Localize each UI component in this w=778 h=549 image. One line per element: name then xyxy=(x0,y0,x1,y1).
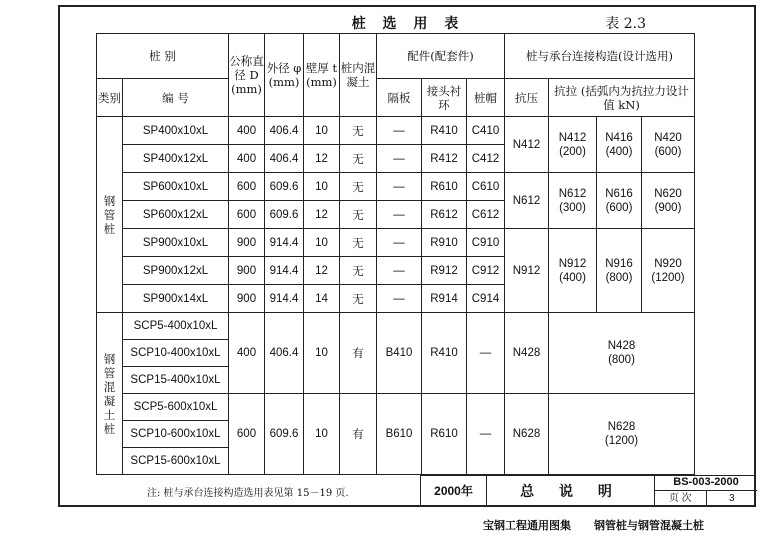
outer-diameter: 914.4 xyxy=(265,285,304,313)
pile-cap: C612 xyxy=(467,201,505,229)
tension-connection-2 xyxy=(597,229,642,313)
title-block-code-area xyxy=(654,475,757,506)
joint-ring: R914 xyxy=(422,285,467,313)
tension-connection-3 xyxy=(642,173,695,229)
compression-connection: N628 xyxy=(505,394,549,475)
nominal-diameter: 600 xyxy=(229,201,265,229)
wall-thickness: 10 xyxy=(304,117,340,145)
joint-ring: R612 xyxy=(422,201,467,229)
header-category: 类别 xyxy=(97,79,123,117)
nominal-diameter: 900 xyxy=(229,257,265,285)
wall-thickness: 10 xyxy=(304,173,340,201)
pile-selection-table xyxy=(96,33,695,475)
title-block-name: 总 说 明 xyxy=(486,475,655,506)
partition: — xyxy=(377,117,422,145)
category-char: 土 xyxy=(103,407,116,422)
pile-cap: C912 xyxy=(467,257,505,285)
wall-thickness: 12 xyxy=(304,201,340,229)
joint-ring: R410 xyxy=(422,117,467,145)
pile-code: SCP5-400x10xL xyxy=(123,313,229,340)
concrete-fill: 无 xyxy=(340,257,377,285)
concrete-fill: 无 xyxy=(340,117,377,145)
connection-code: N428 xyxy=(607,340,636,352)
partition: — xyxy=(377,229,422,257)
category-char: 桩 xyxy=(103,421,116,436)
joint-ring: R610 xyxy=(422,394,467,475)
table-note: 注: 桩与承台连接构造选用表见第 15－19 页. xyxy=(147,488,349,499)
table-row xyxy=(97,173,695,201)
connection-code: N628 xyxy=(607,421,636,433)
connection-value: (1200) xyxy=(604,435,639,447)
connection-code: N916 xyxy=(605,257,633,270)
partition: — xyxy=(377,173,422,201)
partition: — xyxy=(377,285,422,313)
pile-code: SCP5-600x10xL xyxy=(123,394,229,421)
connection-value: (300) xyxy=(559,201,586,214)
pile-code: SP900x12xL xyxy=(123,257,229,285)
table-number: 表 2.3 xyxy=(605,16,646,32)
outer-diameter: 609.6 xyxy=(265,173,304,201)
tension-connection-1 xyxy=(549,173,597,229)
pile-code: SCP10-600x10xL xyxy=(123,421,229,448)
tension-connection-3 xyxy=(642,229,695,313)
nominal-diameter: 600 xyxy=(229,173,265,201)
joint-ring: R610 xyxy=(422,173,467,201)
pile-cap: — xyxy=(467,313,505,394)
category-steel-pile xyxy=(97,117,123,313)
connection-code: N616 xyxy=(605,187,633,200)
joint-ring: R412 xyxy=(422,145,467,173)
table-title: 桩 选 用 表 xyxy=(351,16,465,32)
outer-diameter: 609.6 xyxy=(265,394,304,475)
compression-connection: N612 xyxy=(505,173,549,229)
wall-thickness: 12 xyxy=(304,257,340,285)
header-nominal-diameter: 公称直径 D (mm) xyxy=(229,34,265,117)
nominal-diameter: 900 xyxy=(229,229,265,257)
header-outer-diameter: 外径 φ (mm) xyxy=(265,34,304,117)
footer-subject: 钢管桩与钢管混凝土桩 xyxy=(594,519,704,532)
nominal-diameter: 600 xyxy=(229,394,265,475)
table-row xyxy=(97,117,695,145)
page-number: 3 xyxy=(706,491,758,506)
partition: B610 xyxy=(377,394,422,475)
nominal-diameter: 400 xyxy=(229,145,265,173)
connection-code: N412 xyxy=(558,131,587,144)
connection-value: (200) xyxy=(559,145,586,158)
joint-ring: R410 xyxy=(422,313,467,394)
concrete-fill: 有 xyxy=(340,394,377,475)
pile-cap: C610 xyxy=(467,173,505,201)
category-char: 凝 xyxy=(103,393,116,408)
partition: B410 xyxy=(377,313,422,394)
header-pile-group: 桩 别 xyxy=(97,34,229,79)
header-code: 编 号 xyxy=(123,79,229,117)
header-fittings: 配件(配套件) xyxy=(377,34,505,79)
pile-cap: C914 xyxy=(467,285,505,313)
category-char: 管 xyxy=(103,365,116,380)
tension-connection-2 xyxy=(597,117,642,173)
header-joint-ring: 接头衬环 xyxy=(422,79,467,117)
tension-connection-3 xyxy=(642,117,695,173)
pile-code: SCP15-400x10xL xyxy=(123,367,229,394)
header-pile-cap: 桩帽 xyxy=(467,79,505,117)
pile-code: SCP10-400x10xL xyxy=(123,340,229,367)
category-char: 钢 xyxy=(103,351,116,366)
concrete-fill: 有 xyxy=(340,313,377,394)
pile-cap: — xyxy=(467,394,505,475)
title-block-year: 2000年 xyxy=(420,475,486,506)
category-char: 混 xyxy=(103,379,116,394)
table-title-bar xyxy=(60,10,756,34)
outer-diameter: 406.4 xyxy=(265,313,304,394)
outer-diameter: 914.4 xyxy=(265,257,304,285)
concrete-fill: 无 xyxy=(340,173,377,201)
connection-code: N920 xyxy=(654,257,682,270)
joint-ring: R910 xyxy=(422,229,467,257)
connection-value: (900) xyxy=(654,201,682,214)
wall-thickness: 10 xyxy=(304,313,340,394)
connection-value: (400) xyxy=(559,271,586,284)
pile-code: SP900x14xL xyxy=(123,285,229,313)
pile-code: SP400x10xL xyxy=(123,117,229,145)
outer-diameter: 914.4 xyxy=(265,229,304,257)
header-partition: 隔板 xyxy=(377,79,422,117)
concrete-fill: 无 xyxy=(340,145,377,173)
wall-thickness: 10 xyxy=(304,394,340,475)
tension-connection-1 xyxy=(549,117,597,173)
table-row xyxy=(97,394,695,421)
category-char: 管 xyxy=(103,207,116,222)
connection-value: (600) xyxy=(654,145,682,158)
connection-value: (800) xyxy=(605,271,633,284)
table-row xyxy=(97,229,695,257)
outer-diameter: 609.6 xyxy=(265,201,304,229)
connection-value: (400) xyxy=(605,145,633,158)
connection-code: N416 xyxy=(605,131,633,144)
category-char: 桩 xyxy=(103,221,116,236)
connection-code: N420 xyxy=(654,131,682,144)
pile-cap: C412 xyxy=(467,145,505,173)
drawing-code: BS-003-2000 xyxy=(655,475,757,491)
tension-connection xyxy=(549,313,695,394)
pile-code: SP600x12xL xyxy=(123,201,229,229)
outer-diameter: 406.4 xyxy=(265,145,304,173)
pile-cap: C410 xyxy=(467,117,505,145)
concrete-fill: 无 xyxy=(340,285,377,313)
outer-diameter: 406.4 xyxy=(265,117,304,145)
category-concrete-pile xyxy=(97,313,123,475)
concrete-fill: 无 xyxy=(340,201,377,229)
partition: — xyxy=(377,257,422,285)
pile-code: SP900x10xL xyxy=(123,229,229,257)
connection-value: (600) xyxy=(605,201,633,214)
table-row xyxy=(97,313,695,340)
compression-connection: N428 xyxy=(505,313,549,394)
header-compression: 抗压 xyxy=(505,79,549,117)
nominal-diameter: 400 xyxy=(229,313,265,394)
header-tension: 抗拉 (括弧内为抗拉力设计值 kN) xyxy=(549,79,695,117)
partition: — xyxy=(377,201,422,229)
wall-thickness: 14 xyxy=(304,285,340,313)
partition: — xyxy=(377,145,422,173)
tension-connection xyxy=(549,394,695,475)
header-wall-thickness: 壁厚 t (mm) xyxy=(304,34,340,117)
page-label: 页 次 xyxy=(668,493,692,504)
compression-connection: N912 xyxy=(505,229,549,313)
nominal-diameter: 900 xyxy=(229,285,265,313)
connection-code: N612 xyxy=(558,187,587,200)
page-info xyxy=(655,491,757,506)
connection-code: N620 xyxy=(654,187,682,200)
concrete-fill: 无 xyxy=(340,229,377,257)
header-connection: 桩与承台连接构造(设计选用) xyxy=(505,34,695,79)
pile-code: SP600x10xL xyxy=(123,173,229,201)
compression-connection: N412 xyxy=(505,117,549,173)
pile-cap: C910 xyxy=(467,229,505,257)
wall-thickness: 10 xyxy=(304,229,340,257)
pile-code: SCP15-600x10xL xyxy=(123,448,229,475)
wall-thickness: 12 xyxy=(304,145,340,173)
category-char: 钢 xyxy=(103,193,116,208)
pile-code: SP400x12xL xyxy=(123,145,229,173)
joint-ring: R912 xyxy=(422,257,467,285)
header-concrete: 桩内混凝土 xyxy=(340,34,377,117)
connection-value: (800) xyxy=(608,354,635,366)
connection-code: N912 xyxy=(558,257,587,270)
tension-connection-2 xyxy=(597,173,642,229)
tension-connection-1 xyxy=(549,229,597,313)
nominal-diameter: 400 xyxy=(229,117,265,145)
connection-value: (1200) xyxy=(651,271,685,284)
footer-series: 宝钢工程通用图集 xyxy=(483,519,571,532)
